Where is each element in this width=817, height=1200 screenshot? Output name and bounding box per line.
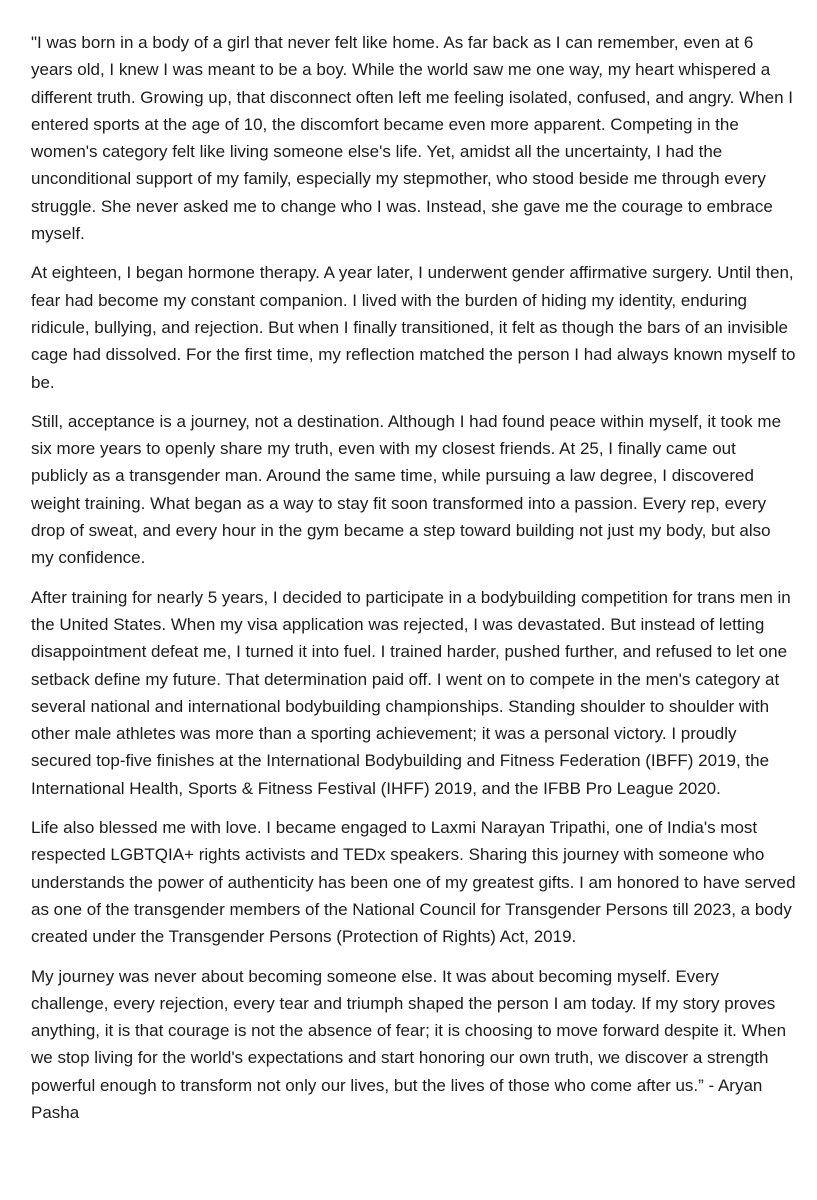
paragraph-love: Life also blessed me with love. I became engaged to Laxmi Narayan Tripathi, one of India's most respected LGBTQIA+ rights activists and TEDx speakers. Sharing this journey with someone who understands the power of authenticity has been one of my greatest gifts. I am honored to have served as one of the transgender members of the National Council for Transgender Persons till 2023, a body created under the Transgender Persons (Protection of Rights) Act, 2019.: [31, 818, 796, 947]
paragraph-bodybuilding: After training for nearly 5 years, I decided to participate in a bodybuilding competition for trans men in the United States. When my visa application was rejected, I was devastated. But instead of letting disappointment defeat me, I turned it into fuel. I trained harder, pushed further, and refused to let one setback define my future. That determination paid off. I went on to compete in the men's category at several national and international bodybuilding championships. Standing shoulder to shoulder with other male athletes was more than a sporting achievement; it was a personal victory. I proudly secured top-five finishes at the International Bodybuilding and Fitness Federation (IBFF) 2019, the International Health, Sports & Fitness Festival (IHFF) 2019, and the IFBB Pro League 2020.: [31, 587, 791, 798]
paragraph-acceptance: Still, acceptance is a journey, not a destination. Although I had found peace within myself, it took me six more years to openly share my truth, even with my closest friends. At 25, I finally came out publicly as a transgender man. Around the same time, while pursuing a law degree, I discovered weight training. What began as a way to stay fit soon transformed into a passion. Every rep, every drop of sweat, and every hour in the gym became a step toward building not just my body, but also my confidence.: [31, 411, 782, 568]
paragraph-childhood: "I was born in a body of a girl that never felt like home. As far back as I can remember, even at 6 years old, I knew I was meant to be a boy. While the world saw me one way, my heart whispered a different truth. Growing up, that disconnect often left me feeling isolated, confused, and angry. When I entered sports at the age of 10, the discomfort became even more apparent. Competing in the women's category felt like living someone else's life. Yet, amidst all the uncertainty, I had the unconditional support of my family, especially my stepmother, who stood beside me through every struggle. She never asked me to change who I was. Instead, she gave me the courage to embrace myself.: [31, 33, 793, 244]
paragraph-transition: At eighteen, I began hormone therapy. A year later, I underwent gender affirmative surgery. Until then, fear had become my constant companion. I lived with the burden of hiding my identity, enduring ridicule, bullying, and rejection. But when I finally transitioned, it felt as though the bars of an invisible cage had dissolved. For the first time, my reflection matched the person I had always known myself to be.: [31, 263, 796, 392]
paragraph-conclusion: My journey was never about becoming someone else. It was about becoming myself. Every challenge, every rejection, every tear and triumph shaped the person I am today. If my story proves anything, it is that courage is not the absence of fear; it is choosing to move forward despite it. When we stop living for the world's expectations and start honoring our own truth, we discover a strength powerful enough to transform not only our lives, but the lives of those who come after us.” - Aryan Pasha: [31, 966, 787, 1122]
